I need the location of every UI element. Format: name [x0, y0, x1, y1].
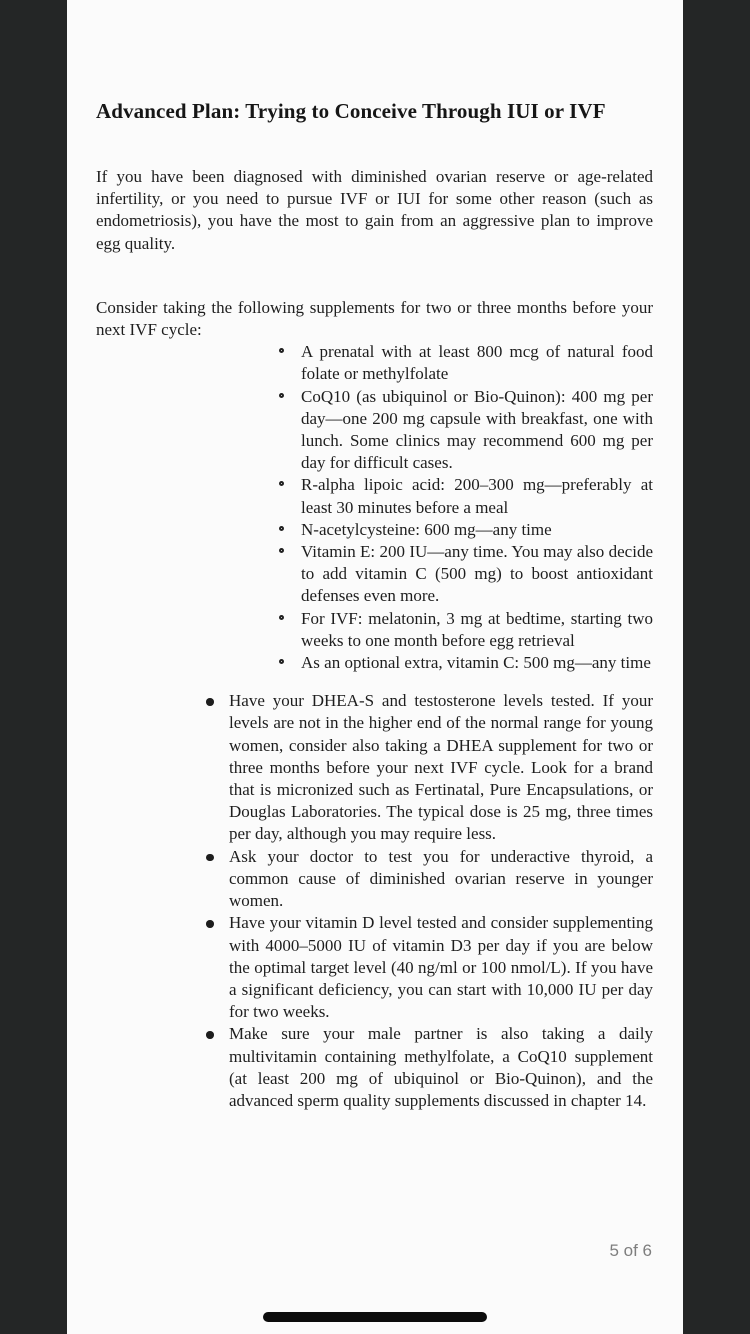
list-item-text: A prenatal with at least 800 mcg of natural food folate or methylfolate — [301, 342, 653, 384]
page-indicator: 5 of 6 — [609, 1241, 652, 1260]
list-item — [229, 1023, 653, 1112]
disc-bullet-icon — [206, 698, 214, 706]
intro-paragraph: If you have been diagnosed with diminished ovarian reserve or age-related infertility, or you need to pursue IVF or IUI for some other reason (such as endometriosis), you have the most to gain from an aggressive plan to improve egg quality. — [96, 167, 653, 253]
list-item — [301, 541, 653, 608]
list-item — [301, 652, 653, 674]
list-item-text: CoQ10 (as ubiquinol or Bio-Quinon): 400 mg per day—one 200 mg capsule with breakfast, one with lunch. Some clinics may recommend 600 mg per day for difficult cases. — [301, 386, 653, 473]
list-item — [301, 386, 653, 475]
home-indicator-bar[interactable] — [263, 1312, 487, 1322]
circle-bullet-icon — [279, 526, 284, 531]
list-item-text: Have your DHEA-S and testosterone levels tested. If your levels are not in the higher end of the normal range for young women, consider also taking a DHEA supplement for two or three months before your next IVF cycle. Look for a brand that is micronized such as Fertinatal, Pure Encapsulations, or Douglas Laboratories. The typical dose is 25 mg, three times per day, although you may require less. — [229, 691, 653, 844]
list-item — [229, 846, 653, 913]
supplement-list — [96, 341, 653, 674]
disc-bullet-icon — [206, 920, 214, 928]
list-item-text: For IVF: melatonin, 3 mg at bedtime, starting two weeks to one month before egg retrieval — [301, 608, 653, 650]
circle-bullet-icon — [279, 348, 284, 353]
circle-bullet-icon — [279, 548, 284, 553]
list-item-text: Vitamin E: 200 IU—any time. You may also decide to add vitamin C (500 mg) to boost antioxidant defenses even more. — [301, 542, 653, 606]
list-item — [301, 341, 653, 385]
list-item-text: Ask your doctor to test you for underactive thyroid, a common cause of diminished ovarian reserve in younger women. — [229, 846, 653, 911]
list-item-text: Make sure your male partner is also taking a daily multivitamin containing methylfolate, a CoQ10 supplement (at least 200 mg of ubiquinol or Bio-Quinon), and the advanced sperm quality supplements discussed in chapter 14. — [229, 1024, 653, 1110]
list-item-text: R-alpha lipoic acid: 200–300 mg—preferably at least 30 minutes before a meal — [301, 475, 653, 517]
list-item-text: Have your vitamin D level tested and consider supplementing with 4000–5000 IU of vitamin D3 per day if you are below the optimal target level (40 ng/ml or 100 nmol/L). If you have a significant deficiency, you can start with 10,000 IU per day for two weeks. — [229, 913, 653, 1022]
list-item-text: N-acetylcysteine: 600 mg—any time — [301, 519, 552, 539]
list-item — [301, 519, 653, 541]
disc-bullet-icon — [206, 1031, 214, 1039]
list-item — [229, 690, 653, 845]
advice-list — [96, 690, 653, 1112]
list-item-text: As an optional extra, vitamin C: 500 mg—any time — [301, 653, 651, 673]
circle-bullet-icon — [279, 481, 284, 486]
circle-bullet-icon — [279, 659, 284, 664]
circle-bullet-icon — [279, 393, 284, 398]
list-item — [229, 912, 653, 1023]
book-page[interactable] — [67, 0, 683, 1334]
disc-bullet-icon — [206, 854, 214, 862]
supplements-intro-paragraph: Consider taking the following supplements for two or three months before your next IVF cycle: — [96, 297, 653, 340]
section-heading: Advanced Plan: Trying to Conceive Through IUI or IVF — [96, 99, 606, 123]
list-item — [301, 608, 653, 652]
circle-bullet-icon — [279, 615, 284, 620]
list-item — [301, 474, 653, 518]
